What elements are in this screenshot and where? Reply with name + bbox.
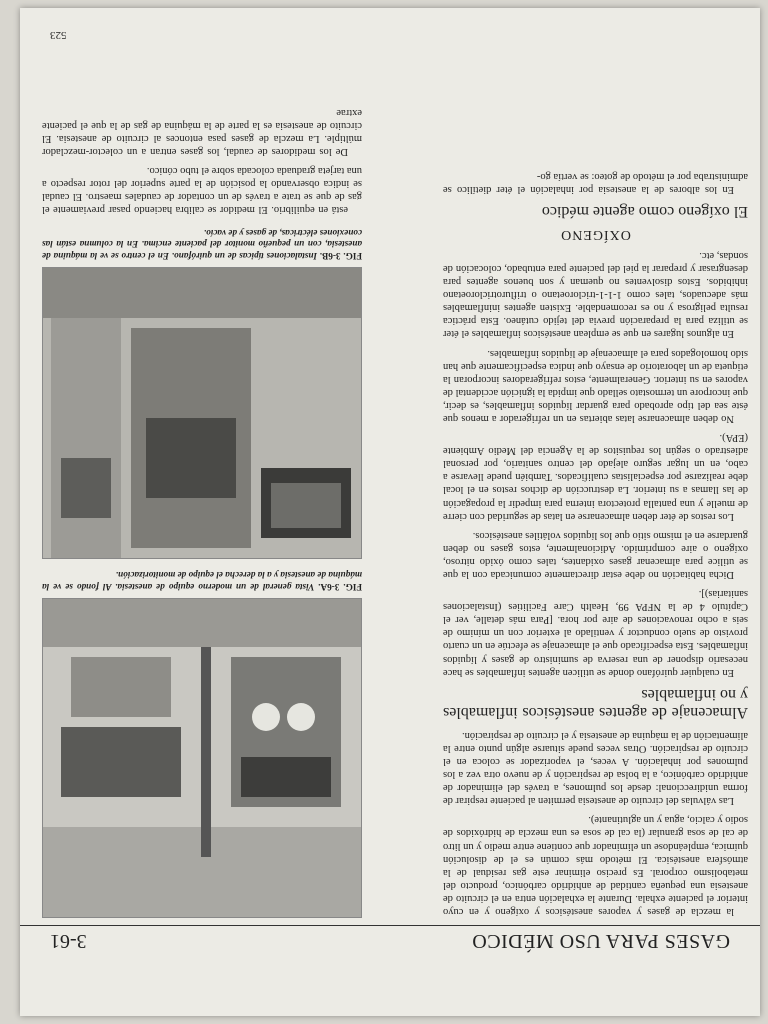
figure-3-6b-photo	[42, 267, 362, 559]
operating-room-installation-photo	[42, 268, 361, 558]
body-paragraph: está en equilibrio. El medidor se calibra haciendo pasar previamente el gas de que se trate a través de un contador de caudales maestro. El caudal se indica observando la posición de la parte superior del rotor respecto a una tarjeta graduada colocada sobre el tubo cónico.	[42, 165, 362, 216]
header-page-id: 3-61	[50, 930, 87, 952]
body-paragraph: En cualquier quirófano donde se utilicen agentes inflamables se hace necesario disponer de una reserva de suministro de gases y líquidos inflamables. Esta especificado que el almacenaje se efectúe en un cuarto provisto de suelo conductor y ventilado al exterior con un mínimo de seis a ocho renovaciones de aire por hora. [Para más detalle, ver el Capítulo 4 de la NFPA 99, Health Care Facilities (Instalaciones sanitarias)].	[443, 588, 748, 678]
body-paragraph: Las válvulas del circuito de anestesia permiten al paciente respirar de forma unidireccional: desde los pulmones, a través del eliminador de anhídrido carbónico, a la bolsa de respiración y de nuevo otra vez a los pulmones por inhalación. A veces, el vaporizador se coloca en el circuito de respiración. Otras veces puede situarse algún punto entre la alimentación de la máquina de anestesia y el circuito de respiración.	[443, 729, 748, 807]
body-paragraph: De los medidores de caudal, los gases entran a un colector-mezclador múltiple. La mezcla de gases pasa entonces al circuito de anestesia. El circuito de anestesia es la parte de la máquina de gas de la que el paciente extrae	[42, 106, 362, 158]
section-heading-storage: Almacenaje de agentes anestésicos inflamables y no inflamables	[443, 685, 748, 721]
body-paragraph: No deben almacenarse latas abiertas en un refrigerador a menos que éste sea del tipo aprobado para guardar líquidos inflamables, es decir, que incorpore un termostato sellado que impida la ignición accidental de vapores en su interior. Generalmente, estos refrigeradores incorporan la etiqueta de un laboratorio de ensayo que indica específicamente que han sido homologados para el almacenaje de líquidos inflamables.	[443, 347, 748, 424]
text-column-left	[443, 38, 748, 918]
rotated-page-content	[20, 8, 760, 1016]
figure-label: FIG. 3-6A.	[318, 582, 362, 592]
text-column-right	[42, 38, 362, 918]
running-header	[20, 925, 760, 956]
figure-caption-text: Instalaciones típicas de un quirófano. En el centro se ve la máquina de anestesia, con un pequeño monitor del paciente encima. En la columna están las conexiones eléctricas, de gases y de vacío.	[42, 228, 362, 261]
subsection-heading-oxygen-agent: El oxígeno como agente médico	[541, 202, 748, 220]
figure-3-6a-photo	[42, 598, 362, 918]
body-paragraph: la mezcla de gases y vapores anestésicos y oxígeno y en cuyo interior el paciente exhala. Durante la exhalación entra en el circuito de anestesia una pequeña cantidad de anhídrido carbónico, producto del metabolismo corporal. Es preciso eliminar este gas residual de la atmósfera anestésica. El método más común es el de disolución química, empleándose un eliminador que contiene entre medio y un litro de cal de sosa granular (la cal de sosa es una mezcla de hidróxidos de sodio y calcio, agua y un aglutinante).	[443, 814, 748, 917]
book-page	[20, 8, 760, 1016]
body-paragraph: Dicha habitación no debe estar directamente comunicada con la que se utilice para almacenar gases oxidantes, tales como óxido nitroso, oxígeno o aire comprimido. Adicionalmente, estos gases no deben guardarse en el mismo sitio que los líquidos volátiles anestésicos.	[443, 529, 748, 581]
figure-caption-text: Vista general de un moderno equipo de anestesia. Al fondo se ve la máquina de anestesia y a la derecha el equipo de monitorización.	[41, 570, 362, 592]
running-title: GASES PARA USO MÉDICO	[471, 930, 730, 952]
figure-label: FIG. 3-6B.	[319, 251, 362, 261]
body-paragraph: En algunos lugares en que se emplean anestésicos inflamables el éter se utiliza para la preparación previa del tejido cutáneo. Esta práctica resulta peligrosa y no es recomendable. Existen agentes ininflamables más adecuados, tales como 1-1-1-tricloroetano o triflurotricloroetano inhibidos. Estos disolventes no queman y son buenos agentes para desengrasar y preparar la piel del paciente para entubado, colocación de sondas, etc.	[443, 249, 748, 340]
section-heading-oxygen: OXÍGENO	[560, 226, 631, 242]
body-paragraph: En los albores de la anestesia por inhalación el éter dietílico se administraba por el método de goteo: se vertía go-	[443, 170, 748, 195]
anesthesia-equipment-photo	[42, 599, 361, 917]
figure-3-6b-caption	[42, 227, 362, 262]
body-paragraph: Los restos de éter deben almacenarse en latas de seguridad con cierre de muelle y una pantalla protectora interna para impedir la propagación de las llamas a su interior. La destrucción de dichos restos en el local debe realizarse por especialistas cualificados. También puede llevarse a cabo, en un lugar seguro alejado del centro sanitario, por personal adiestrado o según los requisitos de la Agencia del Medio Ambiente (EPA).	[443, 432, 748, 522]
figure-3-6a-caption	[42, 569, 362, 592]
page-number: 523	[50, 29, 67, 41]
